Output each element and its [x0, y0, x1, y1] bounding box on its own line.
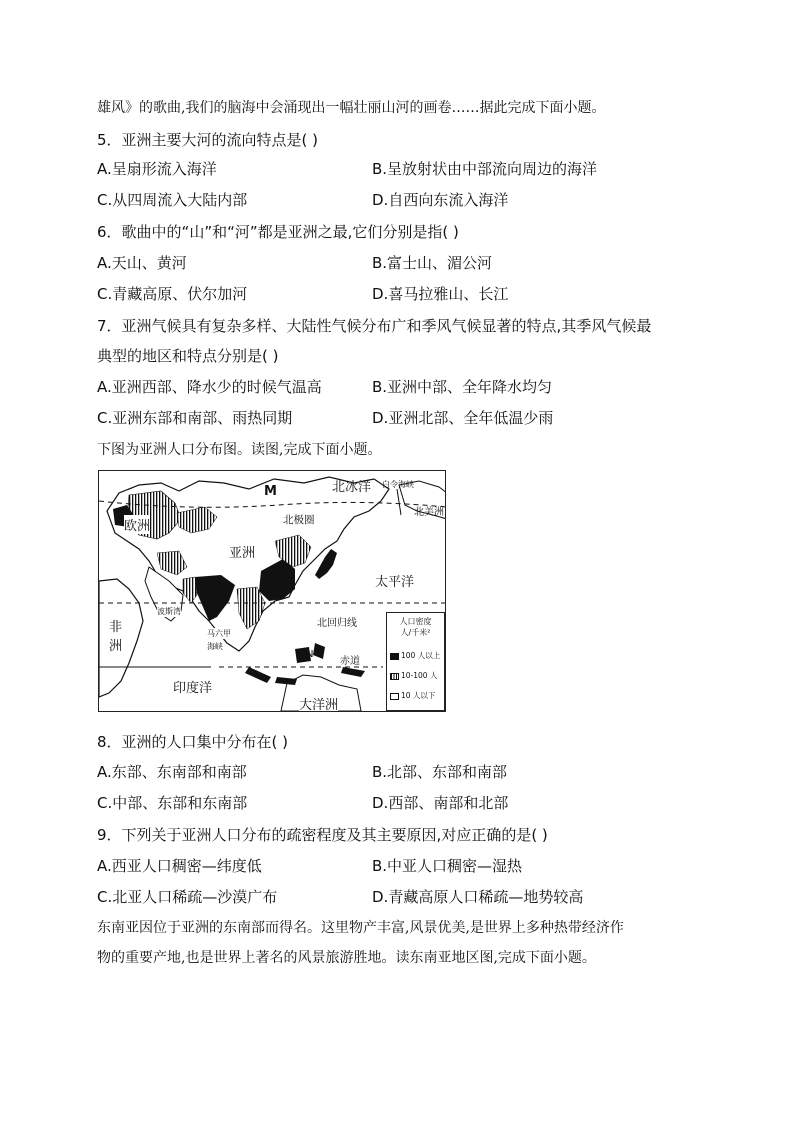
question-9-stem: 9．下列关于亚洲人口分布的疏密程度及其主要原因,对应正确的是( ): [97, 826, 548, 844]
map-label-persian-gulf: 波斯湾: [157, 607, 181, 616]
question-5-option-d[interactable]: D.自西向东流入海洋: [372, 191, 509, 209]
question-5-option-a[interactable]: A.呈扇形流入海洋: [97, 160, 217, 178]
question-8-option-a[interactable]: A.东部、东南部和南部: [97, 763, 247, 781]
map-label-arctic-ocean: 北冰洋: [332, 480, 372, 495]
question-7-option-b[interactable]: B.亚洲中部、全年降水均匀: [372, 378, 553, 396]
map-label-point-n: N: [306, 649, 314, 660]
question-8-option-d[interactable]: D.西部、南部和北部: [372, 794, 509, 812]
map-label-north-america: 北美洲: [414, 507, 444, 518]
southeast-asia-intro-line-2: 物的重要产地,也是世界上著名的风景旅游胜地。读东南亚地区图,完成下面小题。: [97, 950, 596, 966]
map-legend: [386, 612, 445, 711]
map-label-africa-2: 洲: [109, 639, 123, 654]
question-9-option-a[interactable]: A.西亚人口稠密—纬度低: [97, 857, 262, 875]
question-9-option-b[interactable]: B.中亚人口稠密—湿热: [372, 857, 523, 875]
map-label-malacca-2: 海峡: [207, 642, 223, 651]
question-7-option-d[interactable]: D.亚洲北部、全年低温少雨: [372, 409, 554, 427]
question-9-option-d[interactable]: D.青藏高原人口稀疏—地势较高: [372, 888, 584, 906]
legend-swatch-dense: [390, 653, 399, 660]
map-label-pacific-ocean: 太平洋: [375, 575, 415, 590]
map-label-asia: 亚洲: [229, 542, 255, 561]
question-5-stem: 5．亚洲主要大河的流向特点是( ): [97, 131, 319, 149]
map-label-malacca-1: 马六甲: [207, 629, 231, 638]
question-7-stem: 7．亚洲气候具有复杂多样、大陆性气候分布广和季风气候显著的特点,其季风气候最: [97, 317, 652, 335]
map-label-oceania: 大洋洲: [299, 694, 338, 712]
question-6-option-a[interactable]: A.天山、黄河: [97, 254, 187, 272]
question-7-stem-continued: 典型的地区和特点分别是( ): [97, 347, 279, 365]
asia-population-map: [98, 470, 446, 712]
question-5-option-b[interactable]: B.呈放射状由中部流向周边的海洋: [372, 160, 598, 178]
map-label-equator: 赤道: [340, 656, 360, 667]
legend-item-dense: 100 人以上: [390, 651, 440, 661]
legend-title: 人口密度: [399, 617, 432, 626]
question-6-option-c[interactable]: C.青藏高原、伏尔加河: [97, 285, 248, 303]
intro-tail-text: 雄风》的歌曲,我们的脑海中会涌现出一幅壮丽山河的画卷……据此完成下面小题。: [97, 100, 606, 116]
legend-item-sparse: 10 人以下: [390, 691, 435, 701]
legend-unit: 人/千米²: [400, 628, 431, 637]
question-6-option-d[interactable]: D.喜马拉雅山、长江: [372, 285, 509, 303]
question-6-option-b[interactable]: B.富士山、湄公河: [372, 254, 493, 272]
legend-swatch-medium: [390, 673, 399, 680]
question-8-option-b[interactable]: B.北部、东部和南部: [372, 763, 508, 781]
map-label-africa-1: 非: [109, 620, 123, 635]
bering-strait-line: [397, 489, 401, 515]
question-8-stem: 8．亚洲的人口集中分布在( ): [97, 733, 289, 751]
map-label-tropic-of-cancer: 北回归线: [317, 614, 357, 629]
map-label-indian-ocean: 印度洋: [173, 681, 213, 696]
map-label-bering-strait: 白令海峡: [382, 480, 414, 489]
question-8-option-c[interactable]: C.中部、东部和东南部: [97, 794, 248, 812]
question-7-option-c[interactable]: C.亚洲东部和南部、雨热同期: [97, 409, 293, 427]
question-5-option-c[interactable]: C.从四周流入大陆内部: [97, 191, 248, 209]
legend-item-medium: 10-100 人: [390, 671, 437, 681]
question-9-option-c[interactable]: C.北亚人口稀疏—沙漠广布: [97, 888, 278, 906]
map-label-point-m: M: [264, 484, 277, 499]
map-label-europe: 欧洲: [124, 515, 150, 534]
map-intro-text: 下图为亚洲人口分布图。读图,完成下面小题。: [97, 442, 382, 458]
southeast-asia-intro-line-1: 东南亚因位于亚洲的东南部而得名。这里物产丰富,风景优美,是世界上多种热带经济作: [97, 920, 624, 936]
question-6-stem: 6．歌曲中的“山”和“河”都是亚洲之最,它们分别是指( ): [97, 223, 459, 241]
legend-swatch-sparse: [390, 693, 399, 700]
question-7-option-a[interactable]: A.亚洲西部、降水少的时候气温高: [97, 378, 322, 396]
map-label-arctic-circle: 北极圈: [283, 514, 315, 526]
